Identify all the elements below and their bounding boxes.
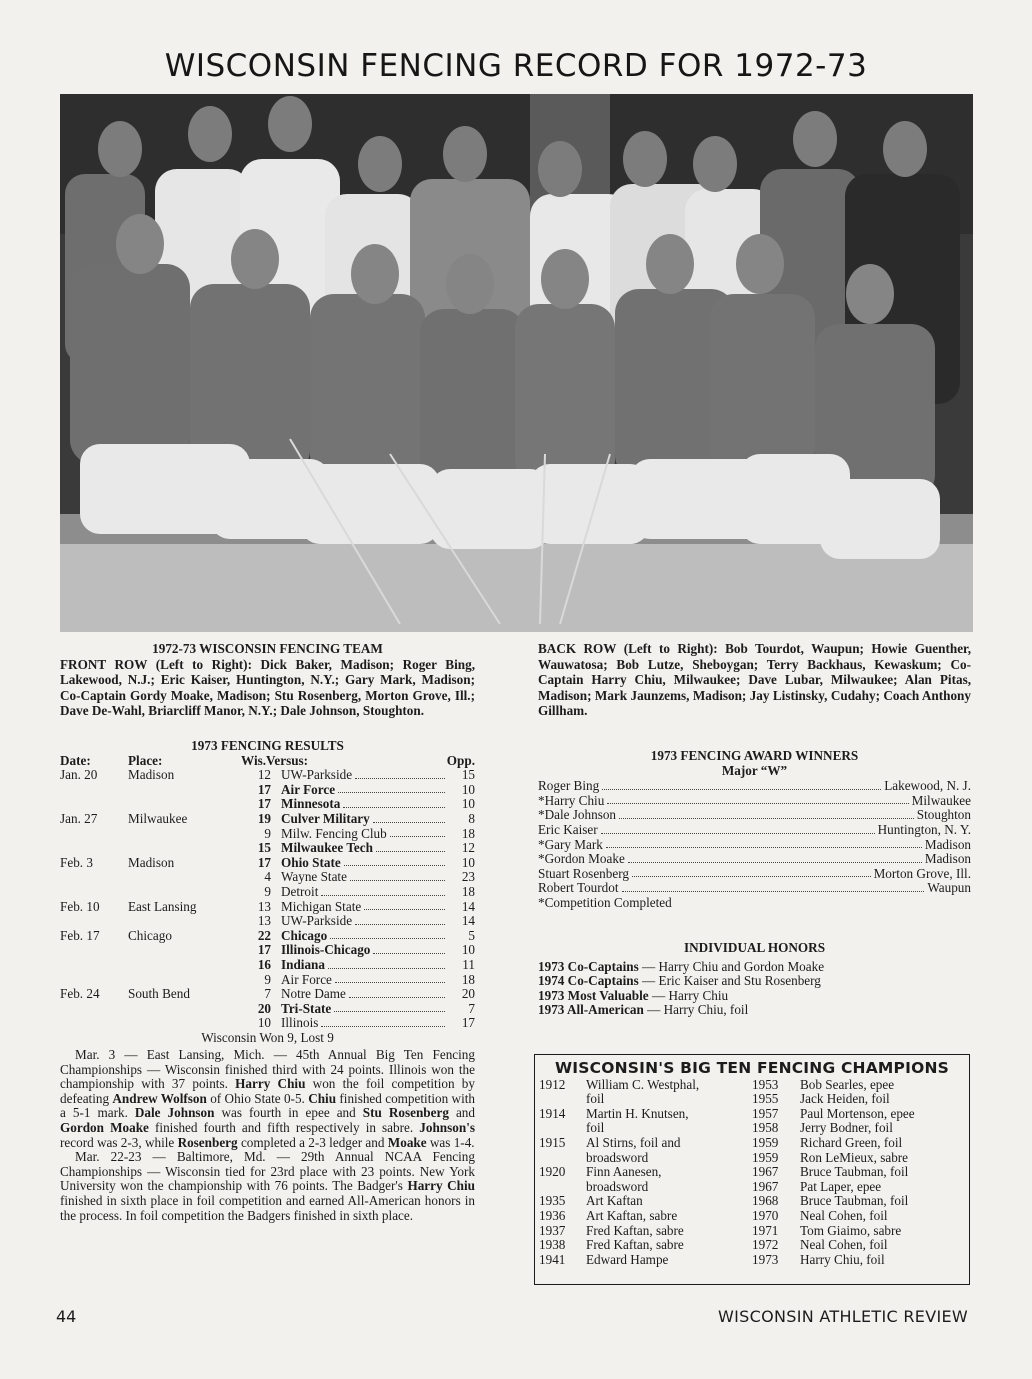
opponent-name: Indiana	[281, 956, 325, 972]
result-match	[233, 856, 447, 871]
champion-year: 1973	[752, 1251, 779, 1267]
opponent-name: Milwaukee Tech	[281, 840, 373, 856]
result-row	[60, 1002, 475, 1017]
narrative-text: record was 2-3, while	[60, 1134, 178, 1150]
champion-year: 1941	[539, 1251, 566, 1267]
honor-label: 1974 Co-Captains	[538, 973, 639, 989]
result-match	[233, 958, 447, 973]
winner-hometown: Waupun	[927, 880, 971, 896]
champion-entry	[539, 1136, 752, 1151]
winner-hometown: Madison	[924, 836, 971, 852]
result-match	[233, 768, 447, 783]
result-match	[233, 812, 447, 827]
champion-name: Al Stirns, foil and	[586, 1134, 681, 1150]
result-match	[233, 841, 447, 856]
wis-score: 17	[257, 796, 271, 812]
champion-entry	[752, 1209, 965, 1224]
champion-name: Art Kaftan	[586, 1193, 643, 1209]
opponent-name: Detroit	[281, 883, 319, 899]
champions-title: WISCONSIN'S BIG TEN FENCING CHAMPIONS	[555, 1059, 949, 1077]
champion-name: Bruce Taubman, foil	[800, 1193, 909, 1209]
result-match	[233, 783, 447, 798]
opponent-name: Illinois-Chicago	[281, 942, 371, 958]
winner-hometown: Milwaukee	[911, 792, 971, 808]
champion-entry	[752, 1092, 965, 1107]
champion-entry-cont	[539, 1180, 752, 1195]
team-caption-back: BACK ROW (Left to Right): Bob Tourdot, Waupun; Howie Guenther, Wauwatosa; Bob Lutze, Sheboygan; Terry Backhaus, Kewaskum; Co-Captain Harry Chiu, Milwaukee; Dave Lubar, Milwaukee; Alan Pitas, Madison; Mark Jaunzems, Madison; Jay Listinsky, Cudahy; Coach Anthony Gillham.	[538, 641, 971, 719]
champion-year: 1967	[752, 1178, 779, 1194]
champion-entry	[752, 1224, 965, 1239]
result-date	[60, 958, 128, 973]
honor-row	[538, 974, 971, 989]
champion-event: broadsword	[586, 1149, 649, 1165]
bold-name: Harry Chiu	[407, 1178, 475, 1194]
result-date: Feb. 3	[60, 854, 93, 870]
result-place	[128, 943, 233, 958]
result-row	[60, 914, 475, 929]
wis-score: 22	[257, 927, 271, 943]
awards-title: 1973 FENCING AWARD WINNERS	[650, 748, 859, 763]
awards-subtitle: Major “W”	[721, 762, 788, 778]
wis-score: 19	[257, 810, 271, 826]
champion-name: Richard Green, foil	[800, 1134, 903, 1150]
champion-entry	[539, 1253, 752, 1268]
opponent-name: Wayne State	[281, 869, 347, 885]
champion-entry	[539, 1238, 752, 1253]
champion-name: Bruce Taubman, foil	[800, 1164, 909, 1180]
champion-entry	[752, 1238, 965, 1253]
champion-year: 1970	[752, 1207, 779, 1223]
wis-score: 4	[264, 869, 271, 885]
wis-score: 12	[257, 767, 271, 783]
result-match	[233, 870, 447, 885]
result-place	[128, 870, 233, 885]
wis-score: 7	[264, 986, 271, 1002]
champion-entry	[752, 1136, 965, 1151]
honor-text: — Harry Chiu, foil	[643, 1002, 749, 1018]
result-row	[60, 768, 475, 783]
champion-name: Jerry Bodner, foil	[800, 1120, 893, 1136]
result-match	[233, 943, 447, 958]
opp-score: 8	[468, 810, 475, 826]
header-wis: Wis.Versus:	[241, 752, 309, 768]
fencing-results	[60, 739, 475, 1045]
results-table	[60, 754, 475, 1031]
team-photo	[60, 94, 973, 632]
wis-score: 9	[264, 883, 271, 899]
opp-score: 5	[468, 927, 475, 943]
champion-year: 1953	[752, 1076, 779, 1092]
wis-score: 15	[257, 840, 271, 856]
winner-hometown: Lakewood, N. J.	[884, 778, 971, 794]
champion-name: Harry Chiu, foil	[800, 1251, 885, 1267]
honor-label: 1973 All-American	[538, 1002, 644, 1018]
champion-name: Neal Cohen, foil	[800, 1237, 888, 1253]
result-place	[128, 885, 233, 900]
big-ten-champions-box	[534, 1054, 970, 1285]
opp-score: 12	[461, 840, 475, 856]
result-row	[60, 812, 475, 827]
wis-score: 13	[257, 913, 271, 929]
opponent-name: UW-Parkside	[281, 913, 353, 929]
opponent-name: Chicago	[281, 927, 328, 943]
champion-entry	[539, 1224, 752, 1239]
result-match	[233, 914, 447, 929]
narrative-text: finished fourth and fifth respectively in sabre.	[148, 1119, 420, 1135]
result-row	[60, 973, 475, 988]
champion-entry	[539, 1209, 752, 1224]
opp-score: 14	[461, 913, 475, 929]
bold-name: Stu Rosenberg	[362, 1105, 449, 1121]
result-row	[60, 987, 475, 1002]
champion-entry	[752, 1078, 965, 1093]
team-photo-illustration	[60, 94, 973, 632]
award-winner-row	[538, 823, 971, 838]
champion-entry	[539, 1194, 752, 1209]
award-winner-row	[538, 881, 971, 896]
champion-name: Martin H. Knutsen,	[586, 1105, 689, 1121]
result-place	[128, 1002, 233, 1017]
honor-row	[538, 960, 971, 975]
opp-score: 20	[461, 986, 475, 1002]
champion-year: 1959	[752, 1149, 779, 1165]
opp-score: 23	[461, 869, 475, 885]
opp-score: 18	[461, 971, 475, 987]
opponent-name: Tri-State	[281, 1000, 332, 1016]
champion-entry	[752, 1165, 965, 1180]
honor-label: 1973 Co-Captains	[538, 958, 639, 974]
big-ten-paragraph	[60, 1048, 475, 1150]
result-date: Jan. 20	[60, 767, 98, 783]
champion-entry	[752, 1107, 965, 1122]
champion-name: Finn Aanesen,	[586, 1164, 662, 1180]
result-place	[128, 914, 233, 929]
result-match	[233, 885, 447, 900]
champion-name: Edward Hampe	[586, 1251, 669, 1267]
winner-hometown: Huntington, N. Y.	[877, 821, 971, 837]
opponent-name: Illinois	[281, 1015, 319, 1031]
result-place	[128, 841, 233, 856]
result-match	[233, 1002, 447, 1017]
opponent-name: Minnesota	[281, 796, 341, 812]
header-date: Date:	[60, 752, 91, 768]
result-row	[60, 841, 475, 856]
opp-score: 14	[461, 898, 475, 914]
wis-score: 17	[257, 781, 271, 797]
result-row	[60, 856, 475, 871]
result-row	[60, 929, 475, 944]
awards-note: *Competition Completed	[538, 894, 672, 910]
champion-name: Tom Giaimo, sabre	[800, 1222, 902, 1238]
result-row	[60, 885, 475, 900]
winner-name: *Gordon Moake	[538, 851, 625, 867]
result-date	[60, 973, 128, 988]
opp-score: 11	[462, 956, 475, 972]
champion-name: Jack Heiden, foil	[800, 1091, 890, 1107]
wis-score: 17	[257, 854, 271, 870]
result-match	[233, 1016, 447, 1031]
champion-name: Fred Kaftan, sabre	[586, 1222, 684, 1238]
champion-entry-cont	[539, 1151, 752, 1166]
opponent-name: UW-Parkside	[281, 767, 353, 783]
opponent-name: Milw. Fencing Club	[281, 825, 387, 841]
bold-name: Gordon Moake	[60, 1119, 149, 1135]
result-row	[60, 1016, 475, 1031]
result-date	[60, 885, 128, 900]
honor-label: 1973 Most Valuable	[538, 987, 649, 1003]
champions-left-column	[539, 1078, 752, 1268]
bold-name: Dale Johnson	[134, 1105, 215, 1121]
award-winner-row	[538, 808, 971, 823]
narrative-text: won the foil competition by defeating	[60, 1076, 475, 1106]
winner-name: Robert Tourdot	[538, 880, 619, 896]
champion-year: 1971	[752, 1222, 779, 1238]
opp-score: 7	[468, 1000, 475, 1016]
ncaa-paragraph	[60, 1150, 475, 1223]
bold-name: Rosenberg	[177, 1134, 238, 1150]
bold-name: Chiu	[308, 1090, 337, 1106]
opponent-name: Culver Military	[281, 810, 370, 826]
results-header-row	[60, 754, 475, 769]
champion-entry	[752, 1194, 965, 1209]
result-date	[60, 870, 128, 885]
result-date: Feb. 17	[60, 927, 100, 943]
champion-year: 1957	[752, 1105, 779, 1121]
narrative-text: of Ohio State 0-5.	[206, 1090, 309, 1106]
individual-honors	[538, 941, 971, 1018]
result-place: Chicago	[128, 927, 172, 943]
award-winner-row	[538, 779, 971, 794]
opp-score: 10	[461, 781, 475, 797]
narrative-text: and	[448, 1105, 475, 1121]
result-place	[128, 783, 233, 798]
result-date	[60, 914, 128, 929]
opp-score: 10	[461, 854, 475, 870]
result-row	[60, 900, 475, 915]
champion-event: broadsword	[586, 1178, 649, 1194]
narrative-text: finished in sixth place in foil competition and earned All-American honors in the process. In foil competition the Badgers finished in sixth place.	[60, 1192, 475, 1223]
result-place: East Lansing	[128, 898, 197, 914]
opp-score: 17	[461, 1015, 475, 1031]
result-date: Feb. 10	[60, 898, 100, 914]
result-date	[60, 783, 128, 798]
result-date	[60, 841, 128, 856]
opp-score: 15	[461, 767, 475, 783]
champion-year: 1972	[752, 1237, 779, 1253]
wis-score: 10	[257, 1015, 271, 1031]
page-number: 44	[56, 1307, 77, 1326]
winner-hometown: Stoughton	[916, 807, 971, 823]
result-date	[60, 1002, 128, 1017]
result-date	[60, 1016, 128, 1031]
wis-score: 13	[257, 898, 271, 914]
championship-narrative	[60, 1048, 475, 1223]
result-row	[60, 943, 475, 958]
result-match	[233, 900, 447, 915]
champion-entry	[752, 1121, 965, 1136]
result-row	[60, 797, 475, 812]
champion-entry	[752, 1151, 965, 1166]
result-place: Madison	[128, 767, 175, 783]
result-place: Madison	[128, 854, 175, 870]
champion-event: foil	[586, 1120, 605, 1136]
winner-name: Eric Kaiser	[538, 821, 598, 837]
front-row-names: FRONT ROW (Left to Right): Dick Baker, Madison; Roger Bing, Lakewood, N.J.; Eric Kaiser, Huntington, N.Y.; Gary Mark, Madison; Co-Captain Gordy Moake, Madison; Stu Rosenberg, Morton Grove, Ill.; Dave De-Wahl, Briarcliff Manor, N.Y.; Dale Johnson, Stoughton.	[60, 656, 475, 719]
opp-score: 10	[461, 942, 475, 958]
wis-score: 20	[257, 1000, 271, 1016]
champion-year: 1920	[539, 1164, 566, 1180]
champion-year: 1935	[539, 1193, 566, 1209]
result-row	[60, 958, 475, 973]
result-row	[60, 783, 475, 798]
champions-right-column	[752, 1078, 965, 1268]
champion-name: Ron LeMieux, sabre	[800, 1149, 909, 1165]
champion-entry	[752, 1180, 965, 1195]
champion-entry-cont	[539, 1121, 752, 1136]
result-row	[60, 870, 475, 885]
result-place: Milwaukee	[128, 810, 188, 826]
result-match	[233, 827, 447, 842]
award-winners	[538, 749, 971, 911]
bold-name: Johnson's	[419, 1119, 475, 1135]
bold-name: Moake	[387, 1134, 427, 1150]
champion-year: 1937	[539, 1222, 566, 1238]
champion-year: 1914	[539, 1105, 566, 1121]
opponent-name: Ohio State	[281, 854, 341, 870]
award-winner-row	[538, 867, 971, 882]
team-caption-front	[60, 641, 475, 719]
result-place	[128, 958, 233, 973]
champion-year: 1959	[752, 1134, 779, 1150]
award-winner-row	[538, 838, 971, 853]
result-match	[233, 987, 447, 1002]
wis-score: 17	[257, 942, 271, 958]
opp-score: 18	[461, 883, 475, 899]
result-place	[128, 797, 233, 812]
champion-entry	[539, 1107, 752, 1122]
results-title: 1973 FENCING RESULTS	[191, 738, 344, 753]
champion-year: 1967	[752, 1164, 779, 1180]
season-record: Wisconsin Won 9, Lost 9	[201, 1029, 334, 1045]
result-date	[60, 827, 128, 842]
champion-name: William C. Westphal,	[586, 1076, 700, 1092]
award-winner-row	[538, 794, 971, 809]
winner-hometown: Morton Grove, Ill.	[873, 865, 971, 881]
opponent-name: Air Force	[281, 971, 332, 987]
result-date	[60, 943, 128, 958]
honor-text: — Harry Chiu	[648, 987, 729, 1003]
winner-name: Stuart Rosenberg	[538, 865, 629, 881]
opp-score: 18	[461, 825, 475, 841]
champion-name: Art Kaftan, sabre	[586, 1207, 678, 1223]
result-place: South Bend	[128, 986, 190, 1002]
result-match	[233, 973, 447, 988]
champion-entry-cont	[539, 1092, 752, 1107]
team-caption-title: 1972-73 WISCONSIN FENCING TEAM	[152, 641, 383, 656]
honor-row	[538, 1003, 971, 1018]
wis-score: 16	[257, 956, 271, 972]
result-place	[128, 1016, 233, 1031]
award-winner-row	[538, 852, 971, 867]
result-date: Feb. 24	[60, 986, 100, 1002]
champion-year: 1955	[752, 1091, 779, 1107]
result-row	[60, 827, 475, 842]
header-opp: Opp.	[446, 752, 475, 768]
champion-year: 1938	[539, 1237, 566, 1253]
winner-name: Roger Bing	[538, 778, 600, 794]
narrative-text: was 1-4.	[426, 1134, 475, 1150]
champion-name: Fred Kaftan, sabre	[586, 1237, 684, 1253]
winner-name: *Dale Johnson	[538, 807, 617, 823]
publication-name: WISCONSIN ATHLETIC REVIEW	[718, 1307, 968, 1326]
champion-entry	[539, 1078, 752, 1093]
champion-name: Paul Mortenson, epee	[800, 1105, 915, 1121]
honor-row	[538, 989, 971, 1004]
result-place	[128, 827, 233, 842]
result-date: Jan. 27	[60, 810, 98, 826]
result-match	[233, 929, 447, 944]
opponent-name: Michigan State	[281, 898, 362, 914]
narrative-text: finished competition with a 5-1 mark.	[60, 1090, 475, 1121]
honors-title: INDIVIDUAL HONORS	[683, 940, 826, 955]
champion-year: 1912	[539, 1076, 566, 1092]
champion-event: foil	[586, 1091, 605, 1107]
winner-name: *Gary Mark	[538, 836, 603, 852]
champion-entry	[539, 1165, 752, 1180]
champion-year: 1936	[539, 1207, 566, 1223]
champion-year: 1958	[752, 1120, 779, 1136]
wis-score: 9	[264, 825, 271, 841]
winner-name: *Harry Chiu	[538, 792, 605, 808]
bold-name: Harry Chiu	[235, 1076, 306, 1092]
champion-name: Bob Searles, epee	[800, 1076, 895, 1092]
opp-score: 10	[461, 796, 475, 812]
result-date	[60, 797, 128, 812]
bold-name: Andrew Wolfson	[112, 1090, 207, 1106]
honor-text: — Eric Kaiser and Stu Rosenberg	[638, 973, 821, 989]
opponent-name: Notre Dame	[281, 986, 346, 1002]
wis-score: 9	[264, 971, 271, 987]
champion-name: Neal Cohen, foil	[800, 1207, 888, 1223]
result-place	[128, 973, 233, 988]
champion-year: 1915	[539, 1134, 566, 1150]
champion-entry	[752, 1253, 965, 1268]
champion-name: Pat Laper, epee	[800, 1178, 882, 1194]
result-match	[233, 797, 447, 812]
narrative-text: Mar. 22-23 — Baltimore, Md. — 29th Annual NCAA Fencing Championships — Wisconsin tied for 23rd place with 23 points. New York University won the championship with 76 points. The Badger's	[60, 1149, 475, 1194]
honor-text: — Harry Chiu and Gordon Moake	[638, 958, 825, 974]
page-title: WISCONSIN FENCING RECORD FOR 1972-73	[164, 48, 868, 84]
narrative-text: Mar. 3 — East Lansing, Mich. — 45th Annual Big Ten Fencing Championships — Wisconsin finished third with 24 points. Illinois won the championship with 37 points.	[60, 1047, 475, 1092]
header-place: Place:	[128, 752, 163, 768]
champion-year: 1968	[752, 1193, 779, 1209]
narrative-text: completed a 2-3 ledger and	[237, 1134, 388, 1150]
winner-hometown: Madison	[924, 851, 971, 867]
narrative-text: was fourth in epee and	[214, 1105, 363, 1121]
opponent-name: Air Force	[281, 781, 336, 797]
